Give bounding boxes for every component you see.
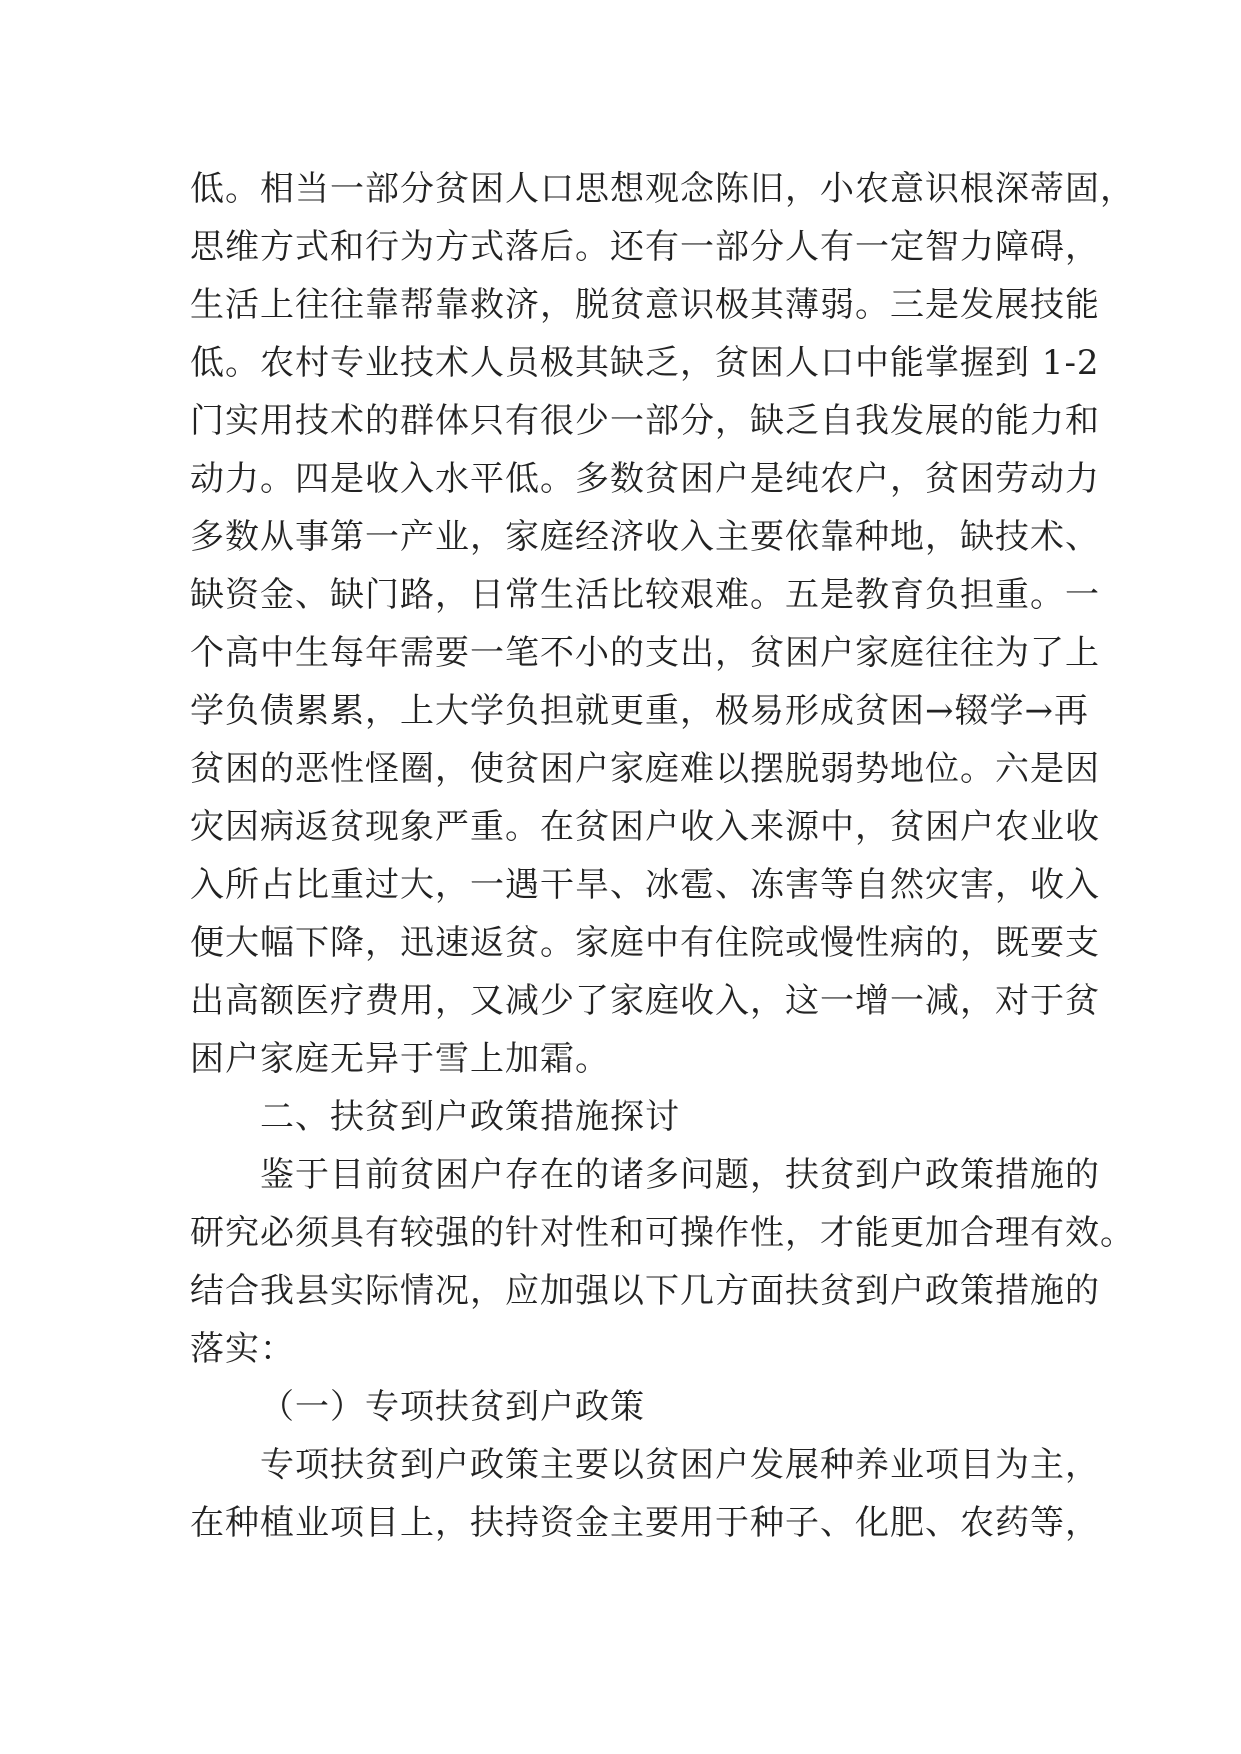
text-line: 动力。四是收入水平低。多数贫困户是纯农户，贫困劳动力 [190,459,1100,499]
text-line: 出高额医疗费用，又减少了家庭收入，这一增一减，对于贫 [190,981,1100,1021]
text-line: 落实： [190,1329,295,1369]
text-line: 个高中生每年需要一笔不小的支出，贫困户家庭往往为了上 [190,633,1100,673]
subsection-heading: （一）专项扶贫到户政策 [260,1387,645,1427]
text-line: 低。农村专业技术人员极其缺乏，贫困人口中能掌握到 1-2 [190,343,1100,383]
section-heading: 二、扶贫到户政策措施探讨 [260,1097,680,1137]
text-line: 学负债累累，上大学负担就更重，极易形成贫困→辍学→再 [190,691,1089,731]
text-line: 贫困的恶性怪圈，使贫困户家庭难以摆脱弱势地位。六是因 [190,749,1100,789]
text-line: 生活上往往靠帮靠救济，脱贫意识极其薄弱。三是发展技能 [190,285,1100,325]
text-line: 便大幅下降，迅速返贫。家庭中有住院或慢性病的，既要支 [190,923,1100,963]
text-line: 灾因病返贫现象严重。在贫困户收入来源中，贫困户农业收 [190,807,1100,847]
text-line: 缺资金、缺门路，日常生活比较艰难。五是教育负担重。一 [190,575,1100,615]
text-line: 结合我县实际情况，应加强以下几方面扶贫到户政策措施的 [190,1271,1100,1311]
text-line: 专项扶贫到户政策主要以贫困户发展种养业项目为主， [260,1445,1100,1485]
text-line: 思维方式和行为方式落后。还有一部分人有一定智力障碍， [190,227,1100,267]
text-line: 多数从事第一产业，家庭经济收入主要依靠种地，缺技术、 [190,517,1100,557]
text-line: 入所占比重过大，一遇干旱、冰雹、冻害等自然灾害，收入 [190,865,1100,905]
text-line: 低。相当一部分贫困人口思想观念陈旧，小农意识根深蒂固， [190,169,1135,209]
text-line: 困户家庭无异于雪上加霜。 [190,1039,610,1079]
body-text [190,160,1135,1552]
text-line: 研究必须具有较强的针对性和可操作性，才能更加合理有效。 [190,1213,1135,1253]
text-line: 门实用技术的群体只有很少一部分，缺乏自我发展的能力和 [190,401,1100,441]
text-line: 在种植业项目上，扶持资金主要用于种子、化肥、农药等， [190,1503,1100,1543]
text-line: 鉴于目前贫困户存在的诸多问题，扶贫到户政策措施的 [260,1155,1100,1195]
